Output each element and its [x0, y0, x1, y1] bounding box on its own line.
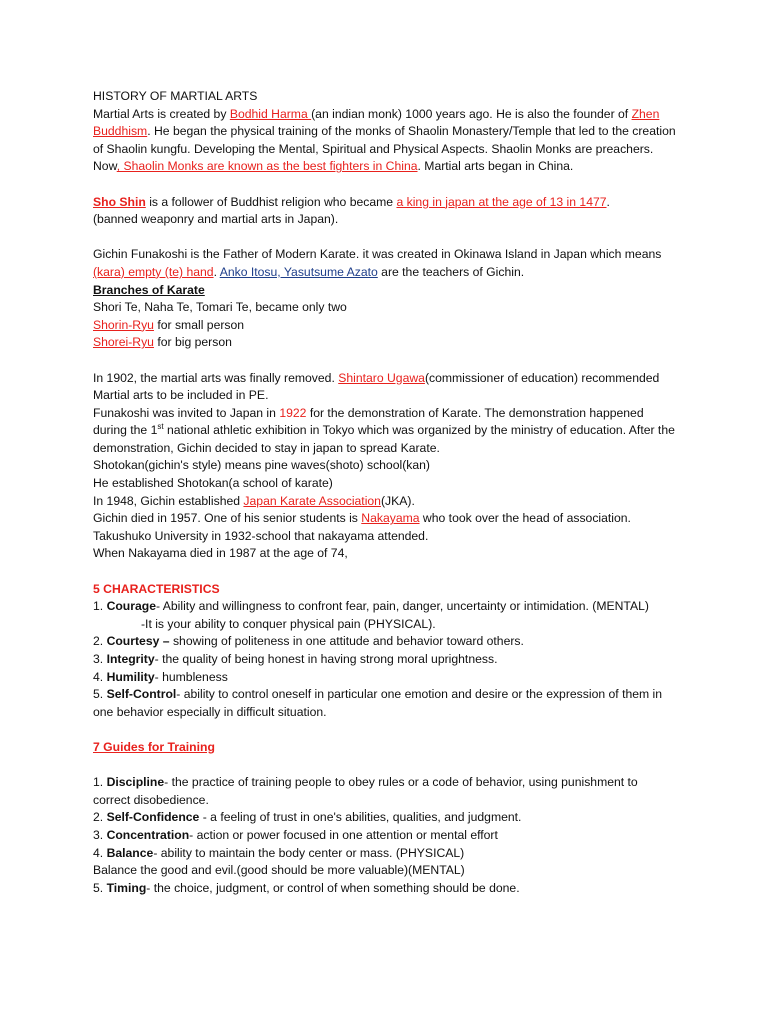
link-sho-shin[interactable]: Sho Shin: [93, 194, 146, 209]
year-1922: 1922: [279, 405, 307, 420]
spacer: [93, 757, 678, 775]
link-nakayama[interactable]: Nakayama: [361, 511, 420, 526]
branch-shorin: Shorin-Ryu for small person: [93, 317, 245, 332]
paragraph-sho-shin: Sho Shin is a follower of Buddhist religion who became a king in japan at the age of 13 in 1477.: [93, 194, 610, 209]
branches-line: Shori Te, Naha Te, Tomari Te, became only two: [93, 300, 347, 315]
link-zhen-buddhism[interactable]: Zhen Buddhism: [93, 106, 660, 139]
spacer: [93, 352, 678, 370]
paragraph-1902: In 1902, the martial arts was finally removed. Shintaro Ugawa(commissioner of education) recommended Martial arts to be included in PE.: [93, 370, 660, 403]
line-takushuko: Takushuko University in 1932-school that nakayama attended.: [93, 528, 429, 543]
link-japan-karate-association[interactable]: Japan Karate Association: [243, 493, 381, 508]
guides-heading: 7 Guides for Training: [93, 739, 215, 754]
link-shintaro-ugawa[interactable]: Shintaro Ugawa: [338, 370, 425, 385]
spacer: [93, 721, 678, 739]
paragraph-funakoshi: Gichin Funakoshi is the Father of Modern Karate. it was created in Okinawa Island in Japan which means (kara) empty (te) hand. Anko Itosu, Yasutsume Azato are the teachers of Gichin.: [93, 247, 662, 279]
link-shorei-ryu[interactable]: Shorei-Ryu: [93, 335, 154, 350]
link-king-in-japan[interactable]: a king in japan at the age of 13 in 1477: [396, 194, 607, 209]
link-bodhid-harma[interactable]: Bodhid Harma: [229, 106, 312, 121]
characteristic-humility: 4. Humility- humbleness: [93, 669, 228, 684]
guide-self-confidence: 2. Self-Confidence - a feeling of trust in one's abilities, qualities, and judgment.: [93, 810, 522, 825]
branches-heading: Branches of Karate: [93, 282, 205, 297]
link-empty-hand[interactable]: (kara) empty (te) hand: [93, 264, 214, 279]
guide-balance-sub: Balance the good and evil.(good should be more valuable)(MENTAL): [93, 863, 465, 878]
guide-concentration: 3. Concentration- action or power focused in one attention or mental effort: [93, 827, 498, 842]
characteristic-courage: 1. Courage- Ability and willingness to confront fear, pain, danger, uncertainty or intimidation. (MENTAL): [93, 599, 649, 614]
branch-shorei: Shorei-Ryu for big person: [93, 335, 232, 350]
characteristic-courtesy: 2. Courtesy – showing of politeness in one attitude and behavior toward others.: [93, 634, 524, 649]
line-shotokan-meaning: Shotokan(gichin's style) means pine waves(shoto) school(kan): [93, 458, 430, 473]
link-shorin-ryu[interactable]: Shorin-Ryu: [93, 317, 154, 332]
paragraph-1922: Funakoshi was invited to Japan in 1922 for the demonstration of Karate. The demonstration happened during the 1st national athletic exhibition in Tokyo which was organized by the ministry of education. After the demonstration, Gichin decided to stay in japan to spread Karate.: [93, 405, 675, 455]
guide-timing: 5. Timing- the choice, judgment, or control of when something should be done.: [93, 880, 520, 895]
paragraph-origin: Martial Arts is created by Bodhid Harma (an indian monk) 1000 years ago. He is also the founder of Zhen Buddhism. He began the physical training of the monks of Shaolin Monastery/Temple that led to the creation of Shaolin kungfu. Developing the Mental, Spiritual and Physical Aspects. Shaolin Monks are preachers. Now, Shaolin Monks are known as the best fighters in China. Martial arts began in China.: [93, 106, 676, 174]
line-established-shotokan: He established Shotokan(a school of karate): [93, 476, 333, 491]
doc-title: HISTORY OF MARTIAL ARTS: [93, 89, 258, 103]
characteristics-heading: 5 CHARACTERISTICS: [93, 581, 220, 596]
paragraph-banned: (banned weaponry and martial arts in Japan).: [93, 212, 339, 227]
line-nakayama-died: When Nakayama died in 1987 at the age of 74,: [93, 546, 348, 561]
characteristic-integrity: 3. Integrity- the quality of being honest in having strong moral uprightness.: [93, 652, 498, 666]
guide-discipline: 1. Discipline- the practice of training people to obey rules or a code of behavior, using punishment to correct disobedience.: [93, 775, 638, 807]
guide-balance: 4. Balance- ability to maintain the body center or mass. (PHYSICAL): [93, 845, 465, 860]
spacer: [93, 176, 678, 194]
line-gichin-died: Gichin died in 1957. One of his senior students is Nakayama who took over the head of association.: [93, 511, 631, 526]
link-teachers[interactable]: Anko Itosu, Yasutsume Azato: [219, 264, 378, 279]
characteristic-self-control: 5. Self-Control- ability to control oneself in particular one emotion and desire or the expression of them in one behavior especially in difficult situation.: [93, 687, 663, 719]
link-shaolin-monks[interactable]: , Shaolin Monks are known as the best fighters in China: [116, 159, 418, 174]
characteristic-courage-sub: -It is your ability to conquer physical pain (PHYSICAL).: [141, 616, 436, 631]
spacer: [93, 563, 678, 581]
line-jka: In 1948, Gichin established Japan Karate Association(JKA).: [93, 493, 415, 508]
spacer: [93, 229, 678, 247]
